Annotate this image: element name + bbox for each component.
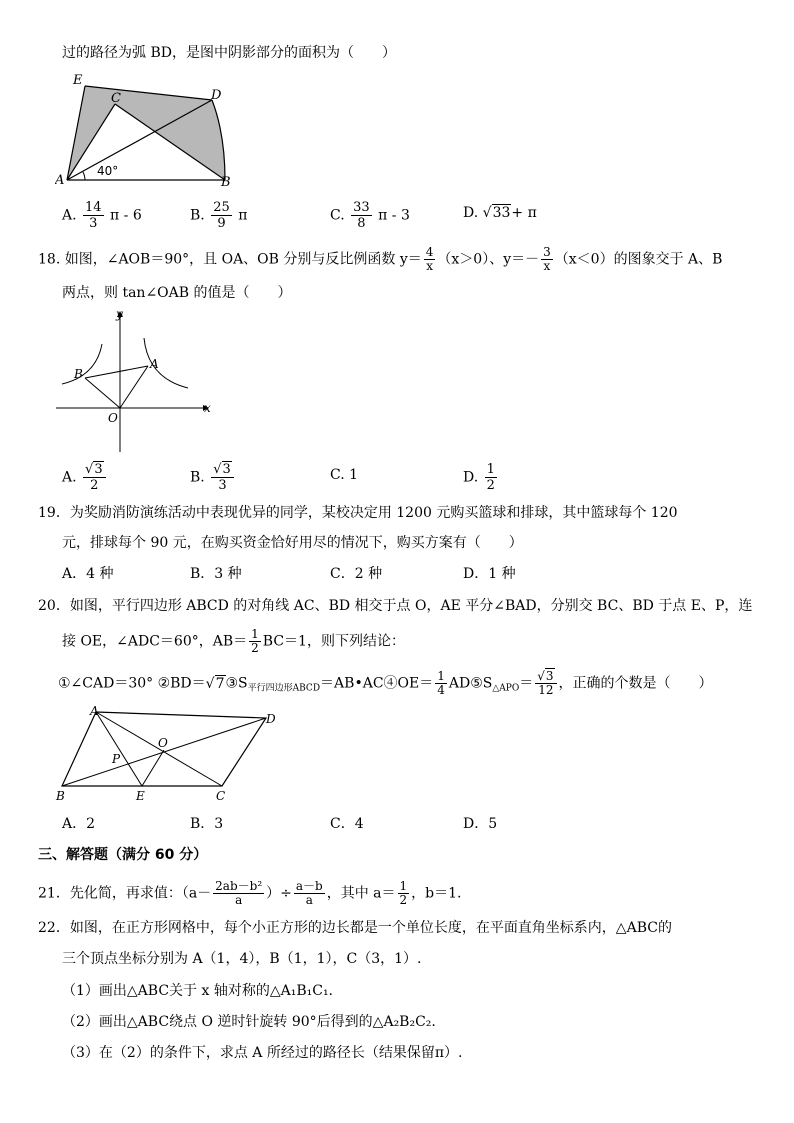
q17-figure [55, 72, 245, 188]
label-a: A [55, 173, 65, 188]
diagonal-bd [62, 718, 266, 786]
label-d: D [266, 712, 276, 726]
label-b: B [74, 367, 83, 381]
q19-option-b[interactable]: B．3 种 [190, 566, 242, 582]
q20-figure [52, 702, 292, 806]
q18-option-d[interactable]: D. $\frac{1}{2}$ [463, 462, 495, 493]
q20-option-a[interactable]: A．2 [62, 816, 96, 832]
q17-option-b[interactable]: B. $\frac{25}{9}$ π [190, 200, 248, 231]
q19-line2: 元，排球每个 90 元，在购买资金恰好用尽的情况下，购买方案有（ ） [62, 535, 523, 551]
label-x: x [204, 401, 211, 415]
q20-option-d[interactable]: D．5 [463, 816, 498, 832]
label-e: E [136, 789, 145, 803]
q19-option-c[interactable]: C．2 种 [330, 566, 383, 582]
q22-line1: 22．如图，在正方形网格中，每个小正方形的边长都是一个单位长度，在平面直角坐标系内，△ABC的 [38, 920, 672, 936]
q18-stem-line1: 18. 如图，∠AOB＝90°，且 OA、OB 分别与反比例函数 y＝ $\frac{4}{x}$ （x＞0）、y＝－ $\frac{3}{x}$ （x＜0）的图象交于 A、B [38, 245, 723, 273]
section-3-heading: 三、解答题（满分 60 分） [38, 847, 208, 863]
q18-stem-line2: 两点，则 tan∠OAB 的值是（ ） [62, 285, 292, 301]
label-c: C [216, 789, 226, 803]
q19-line1: 19．为奖励消防演练活动中表现优异的同学，某校决定用 1200 元购买篮球和排球，其中篮球每个 120 [38, 505, 678, 521]
q17-stem-tail: 过的路径为弧 BD，是图中阴影部分的面积为（ ） [62, 45, 396, 61]
label-d: D [211, 88, 222, 103]
label-o: O [158, 736, 168, 750]
q21-line: 21．先化简，再求值：（a－ $\frac{\text{2ab－b²}}{a}$ ）÷ $\frac{a-b}{a}$ ，其中 a＝ $\frac{1}{2}$ ，b＝1. [38, 879, 462, 907]
q17-option-c[interactable]: C. $\frac{33}{8}$ π - 3 [330, 200, 410, 231]
q20-line1: 20．如图，平行四边形 ABCD 的对角线 AC、BD 相交于点 O，AE 平分∠BAD，分别交 BC、BD 于点 E、P，连 [38, 598, 753, 614]
label-b: B [221, 175, 231, 188]
q22-line2: 三个顶点坐标分别为 A（1，4），B（1，1），C（3，1）. [62, 951, 422, 967]
segment-ae [96, 712, 142, 786]
q22-sub3: （3）在（2）的条件下，求点 A 所经过的路径长（结果保留π）. [62, 1045, 463, 1061]
label-a: A [150, 357, 159, 371]
q18-option-b[interactable]: B. $\frac{√3}{3}$ [190, 462, 236, 493]
q22-sub2: （2）画出△ABC绕点 O 逆时针旋转 90°后得到的△A₂B₂C₂. [62, 1014, 436, 1030]
label-b: B [56, 789, 65, 803]
q18-figure [52, 308, 222, 454]
q20-line2: 接 OE，∠ADC＝60°，AB＝ $\frac{1}{2}$ BC＝1，则下列结论： [62, 627, 405, 655]
q20-option-c[interactable]: C．4 [330, 816, 364, 832]
q19-option-a[interactable]: A．4 种 [62, 566, 114, 582]
q19-option-d[interactable]: D．1 种 [463, 566, 516, 582]
label-c: C [111, 91, 121, 106]
label-e: E [73, 73, 83, 88]
q17-option-a[interactable]: A. $\frac{14}{3}$ π - 6 [62, 200, 142, 231]
label-o: O [108, 411, 118, 425]
q20-line3: ①∠CAD＝30° $②BD=√7③S_{平行四边形ABCD}=AB•AC④OE=$ $\frac{1}{4}$ $AD⑤S_{\triangle APO}=$ $\frac{√3}{12}$ ，正确的个数是（ ） [58, 669, 713, 697]
label-y: y [116, 308, 123, 321]
label-a: A [90, 704, 99, 718]
q20-option-b[interactable]: B．3 [190, 816, 224, 832]
q18-option-c[interactable]: C. 1 [330, 467, 359, 483]
q17-option-d[interactable]: D. √33+ π [463, 205, 537, 221]
q18-option-a[interactable]: A. $\frac{√3}{2}$ [62, 462, 108, 493]
q22-sub1: （1）画出△ABC关于 x 轴对称的△A₁B₁C₁. [62, 983, 334, 999]
label-angle: 40° [97, 164, 119, 178]
label-p: P [112, 752, 121, 766]
